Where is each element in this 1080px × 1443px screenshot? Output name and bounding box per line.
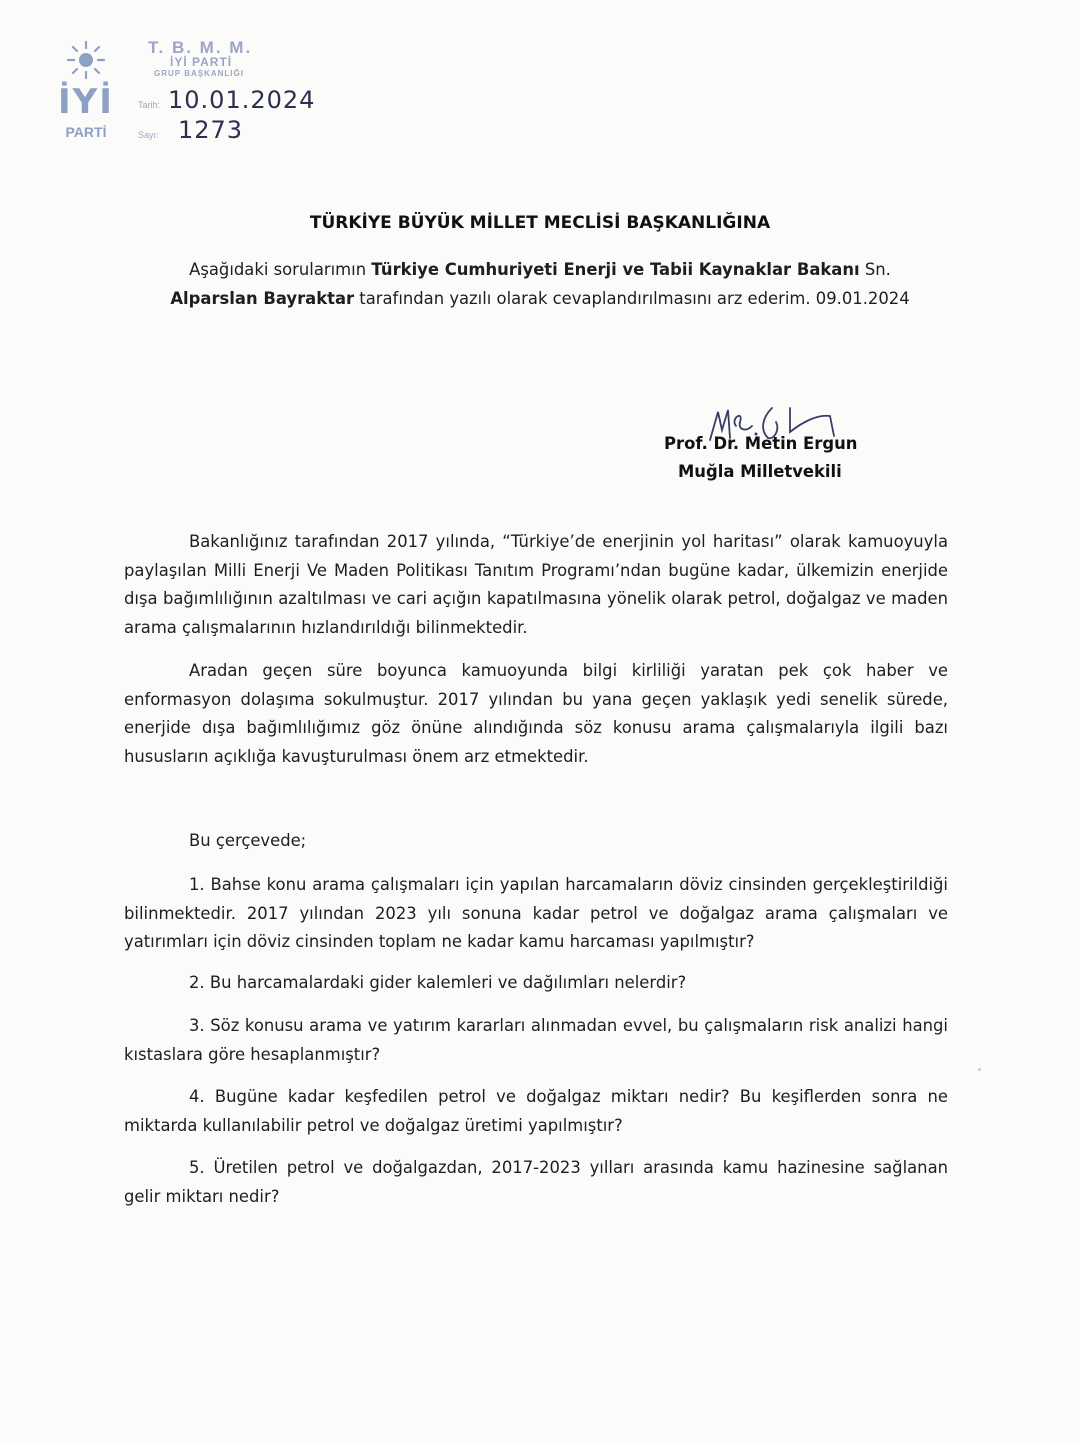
- stamp-date-value: 10.01.2024: [168, 86, 316, 114]
- question-5: 5. Üretilen petrol ve doğalgazdan, 2017-2023 yılları arasında kamu hazinesine sağlanan gelir miktarı nedir?: [124, 1158, 948, 1206]
- logo-wordmark: İYİ: [58, 82, 114, 122]
- paper-speck: [978, 1068, 981, 1071]
- body-paragraph-2: Aradan geçen süre boyunca kamuoyunda bilgi kirliliği yaratan pek çok haber ve enformasyon dolaşıma sokulmuştur. 2017 yılından bu yana geçen yaklaşık yedi senelik sürede, enerjide dışa bağımlılığımız göz önüne alındığında söz konusu arama çalışmalarıyla ilgili bazı hususların açıklığa kavuşturulması önem arz etmektedir.: [124, 661, 948, 767]
- stamp-office: GRUP BAŞKANLIĞI: [154, 69, 244, 78]
- stamp-assembly: T. B. M. M.: [148, 38, 253, 57]
- document-title: TÜRKİYE BÜYÜK MİLLET MECLİSİ BAŞKANLIĞINA: [309, 213, 771, 233]
- intro-text-2: Sn.: [859, 260, 891, 279]
- minister-title: Türkiye Cumhuriyeti Enerji ve Tabii Kaynaklar Bakanı: [371, 260, 860, 279]
- intro-paragraph: [110, 256, 970, 313]
- party-logo: [56, 38, 116, 148]
- lead-in: Bu çerçevede;: [189, 831, 307, 850]
- body-paragraph-1: Bakanlığınız tarafından 2017 yılında, “Türkiye’de enerjinin yol haritası” olarak kamuoyuyla paylaşılan Milli Enerji Ve Maden Politikası Tanıtım Programı’ndan bugüne kadar, ülkemizin enerjide dışa bağımlılığının azaltılması ve cari açığın kapatılmasına yönelik olarak petrol, doğalgaz ve maden arama çalışmalarının hızlandırıldığı bilinmektedir.: [124, 532, 948, 638]
- question-2: 2. Bu harcamalardaki gider kalemleri ve dağılımları nelerdir?: [189, 973, 687, 992]
- signatory-name: Prof. Dr. Metin Ergun: [664, 434, 858, 453]
- stamp-number-value: 1273: [178, 116, 244, 144]
- minister-name: Alparslan Bayraktar: [170, 288, 355, 308]
- stamp-number-label: Sayı:: [138, 130, 159, 140]
- logo-subtitle: PARTİ: [65, 124, 107, 140]
- signatory-role: Muğla Milletvekili: [678, 462, 842, 481]
- question-3: 3. Söz konusu arama ve yatırım kararları alınmadan evvel, bu çalışmaların risk analizi hangi kıstaslara göre hesaplanmıştır?: [124, 1016, 948, 1064]
- sun-icon: [64, 38, 108, 82]
- intro-text-1: Aşağıdaki sorularımın: [189, 260, 372, 279]
- signature-block: [620, 400, 880, 490]
- question-1: 1. Bahse konu arama çalışmaları için yapılan harcamaların döviz cinsinden gerçekleştirildiği bilinmektedir. 2017 yılından 2023 yılı sonuna kadar petrol ve doğalgaz arama çalışmaları ve yatırımları için döviz cinsinden toplam ne kadar kamu harcaması yapılmıştır?: [124, 875, 948, 952]
- intro-text-3: tarafından yazılı olarak cevaplandırılmasını arz ederim. 09.01.2024: [354, 288, 910, 308]
- stamp-date-label: Tarih:: [138, 100, 161, 110]
- receipt-stamp: [56, 38, 386, 148]
- question-4: 4. Bugüne kadar keşfedilen petrol ve doğalgaz miktarı nedir? Bu keşiflerden sonra ne miktarda kullanılabilir petrol ve doğalgaz üretimi yapılmıştır?: [124, 1087, 948, 1135]
- stamp-party: İYİ PARTİ: [170, 55, 233, 69]
